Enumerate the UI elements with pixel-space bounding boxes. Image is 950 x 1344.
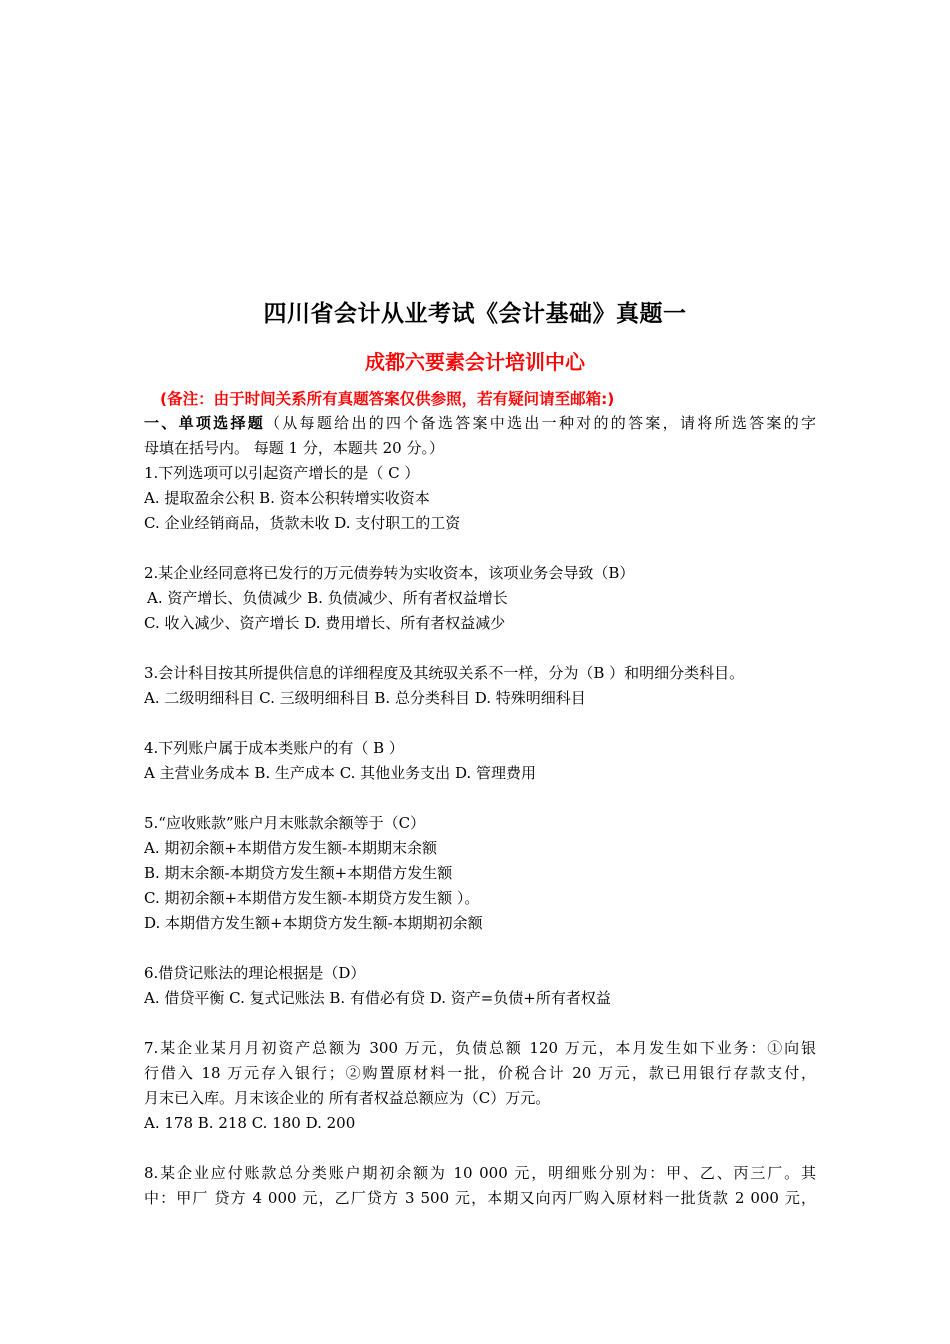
question-1-options-b: C. 企业经销商品，货款未收 D. 支付职工的工资 [144, 514, 461, 532]
question-7-stem-line-2: 行借入 18 万元存入银行；②购置原材料一批，价税合计 20 万元，款已用银行存款支付， [144, 1064, 816, 1082]
question-7-stem-line-1: 7.某企业某月月初资产总额为 300 万元，负债总额 120 万元，本月发生如下业务：①向银 [144, 1039, 816, 1057]
spacer [144, 636, 816, 661]
question-8-stem-line-2: 中：甲厂 贷方 4 000 元，乙厂贷方 3 500 元，本期又向丙厂购入原材料一批货款 2 000 元， [144, 1189, 816, 1207]
disclaimer-note: (备注：由于时间关系所有真题答案仅供参照，若有疑问请至邮箱:) [160, 390, 615, 408]
question-5-option-a: A. 期初余额+本期借方发生额-本期期末余额 [144, 839, 438, 857]
question-5-option-b: B. 期末余额-本期贷方发生额+本期借方发生额 [144, 864, 453, 882]
spacer [144, 1136, 816, 1161]
question-6-options: A. 借贷平衡 C. 复式记账法 B. 有借必有贷 D. 资产=负债+所有者权益 [144, 989, 611, 1007]
spacer [144, 1011, 816, 1036]
spacer [144, 711, 816, 736]
question-7-options: A. 178 B. 218 C. 180 D. 200 [144, 1114, 356, 1132]
question-1-options-a: A. 提取盈余公积 B. 资本公积转增实收资本 [144, 489, 430, 507]
section-heading: 一、单项选择题 [144, 414, 266, 432]
question-6-stem: 6.借贷记账法的理论根据是（D） [144, 964, 366, 982]
section-instruction-line-2: 母填在括号内。 每题 1 分，本题共 20 分。） [144, 439, 444, 457]
section-instruction: （从每题给出的四个备选答案中选出一种对的的答案，请将所选答案的字 [265, 414, 816, 432]
question-1-stem: 1.下列选项可以引起资产增长的是（ C ） [144, 464, 420, 482]
question-3-options: A. 二级明细科目 C. 三级明细科目 B. 总分类科目 D. 特殊明细科目 [144, 689, 586, 707]
section-instruction-line [144, 411, 816, 436]
question-5-option-c: C. 期初余额+本期借方发生额-本期贷方发生额 ）。 [144, 889, 480, 907]
question-5-option-d: D. 本期借方发生额+本期贷方发生额-本期期初余额 [144, 914, 483, 932]
question-4-options: A 主营业务成本 B. 生产成本 C. 其他业务支出 D. 管理费用 [144, 764, 536, 782]
spacer [144, 536, 816, 561]
spacer [144, 936, 816, 961]
question-8-stem-line-1: 8.某企业应付账款总分类账户期初余额为 10 000 元，明细账分别为：甲、乙、丙三厂。其 [144, 1164, 816, 1182]
question-body [144, 411, 816, 1211]
spacer [144, 786, 816, 811]
question-7-stem-line-3: 月末已入库。月末该企业的 所有者权益总额应为（C）万元。 [144, 1089, 551, 1107]
question-4-stem: 4.下列账户属于成本类账户的有（ B ） [144, 739, 404, 757]
question-2-options-a: A. 资产增长、负债减少 B. 负债减少、所有者权益增长 [147, 589, 508, 607]
question-2-options-b: C. 收入减少、资产增长 D. 费用增长、所有者权益减少 [144, 614, 506, 632]
question-2-stem: 2.某企业经同意将已发行的万元债券转为实收资本，该项业务会导致（B） [144, 564, 635, 582]
document-subtitle: 成都六要素会计培训中心 [365, 350, 585, 374]
document-title: 四川省会计从业考试《会计基础》真题一 [263, 301, 687, 327]
question-5-stem: 5.“应收账款”账户月末账款余额等于（C） [144, 814, 426, 832]
question-3-stem: 3.会计科目按其所提供信息的详细程度及其统驭关系不一样，分为（B ）和明细分类科目。 [144, 664, 745, 682]
